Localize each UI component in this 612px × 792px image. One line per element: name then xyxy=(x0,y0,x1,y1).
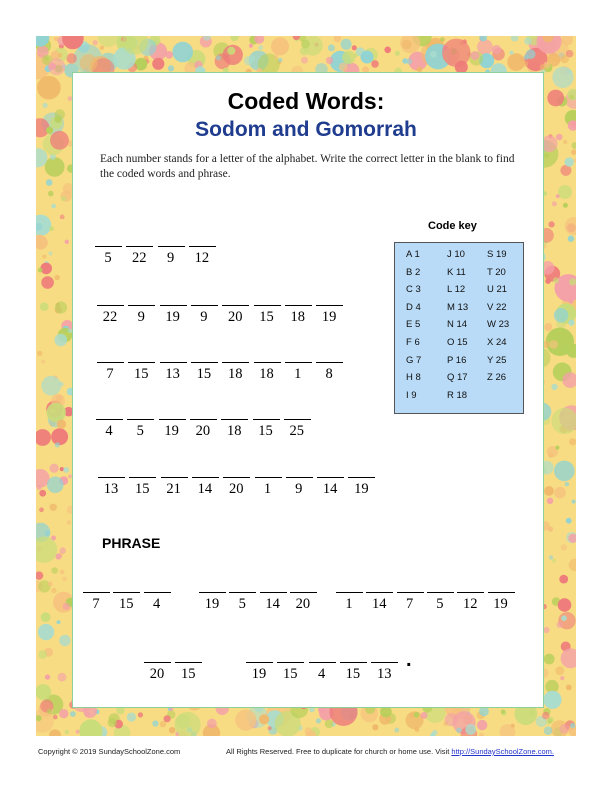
code-key-entry: Q 17 xyxy=(447,372,468,384)
code-key-entry: D 4 xyxy=(406,301,421,313)
code-number: 9 xyxy=(200,309,208,325)
code-number: 19 xyxy=(354,481,369,497)
footer-rights-text: All Rights Reserved. Free to duplicate for church or home use. Visit xyxy=(226,747,450,756)
letter-blank[interactable] xyxy=(223,477,250,478)
code-number: 13 xyxy=(165,366,180,382)
letter-blank[interactable] xyxy=(290,592,317,593)
code-number: 9 xyxy=(166,250,175,266)
phrase-label: PHRASE xyxy=(102,535,161,551)
letter-blank[interactable] xyxy=(284,419,311,420)
letter-blank[interactable] xyxy=(340,662,367,663)
code-number: 18 xyxy=(227,366,243,382)
code-key-entry: Y 25 xyxy=(487,354,507,366)
code-key-entry: W 23 xyxy=(487,319,510,331)
letter-blank[interactable] xyxy=(285,362,312,363)
code-key-entry: J 10 xyxy=(447,249,465,260)
code-number: 7 xyxy=(405,596,414,612)
letter-blank[interactable] xyxy=(309,662,336,663)
code-key-entry: G 7 xyxy=(406,354,422,366)
letter-blank[interactable] xyxy=(129,477,156,478)
letter-blank[interactable] xyxy=(161,477,188,478)
letter-blank[interactable] xyxy=(192,477,219,478)
letter-blank[interactable] xyxy=(97,362,124,363)
letter-blank[interactable] xyxy=(160,362,187,363)
letter-blank[interactable] xyxy=(254,362,281,363)
letter-blank[interactable] xyxy=(488,592,515,593)
letter-blank[interactable] xyxy=(336,592,363,593)
letter-blank[interactable] xyxy=(83,592,110,593)
code-number: 4 xyxy=(152,596,161,612)
code-number: 1 xyxy=(294,366,302,382)
code-key-entry: L 12 xyxy=(447,284,466,296)
code-number: 15 xyxy=(119,596,134,612)
letter-blank[interactable] xyxy=(95,246,122,247)
letter-blank[interactable] xyxy=(191,362,218,363)
phrase-period: . xyxy=(406,649,412,671)
code-key-box xyxy=(394,242,524,414)
code-key-entry: S 19 xyxy=(487,249,507,260)
letter-blank[interactable] xyxy=(158,246,185,247)
letter-blank[interactable] xyxy=(254,305,281,306)
letter-blank[interactable] xyxy=(397,592,424,593)
code-number: 12 xyxy=(194,250,210,266)
code-number: 13 xyxy=(376,666,392,682)
code-number: 21 xyxy=(166,481,181,497)
code-key-entry: U 21 xyxy=(487,284,508,296)
code-number: 5 xyxy=(238,596,246,612)
code-number: 19 xyxy=(493,596,508,612)
letter-blank[interactable] xyxy=(229,592,256,593)
letter-blank[interactable] xyxy=(199,592,226,593)
letter-blank[interactable] xyxy=(371,662,398,663)
code-key-entry: Z 26 xyxy=(487,372,507,384)
code-number: 22 xyxy=(102,309,118,325)
letter-blank[interactable] xyxy=(253,419,280,420)
code-number: 15 xyxy=(134,366,149,382)
code-number: 12 xyxy=(462,596,478,612)
page-title: Coded Words: xyxy=(227,88,385,114)
code-number: 9 xyxy=(295,481,303,497)
code-key-entry: K 11 xyxy=(447,266,466,278)
letter-blank[interactable] xyxy=(127,419,154,420)
letter-blank[interactable] xyxy=(457,592,484,593)
code-number: 14 xyxy=(265,596,280,612)
code-key-entry: A 1 xyxy=(406,249,420,260)
code-key-entry: T 20 xyxy=(487,266,506,278)
code-number: 1 xyxy=(345,596,353,612)
letter-blank[interactable] xyxy=(222,305,249,306)
letter-blank[interactable] xyxy=(316,305,343,306)
code-number: 22 xyxy=(132,250,147,266)
code-key-entry: P 16 xyxy=(447,354,467,366)
code-key-entry: C 3 xyxy=(406,284,421,296)
letter-blank[interactable] xyxy=(316,362,343,363)
code-number: 8 xyxy=(325,366,333,382)
letter-blank[interactable] xyxy=(260,592,287,593)
code-number: 25 xyxy=(289,423,305,439)
code-number: 20 xyxy=(227,309,243,325)
code-number: 7 xyxy=(92,596,100,612)
code-number: 14 xyxy=(197,481,213,497)
code-key-entry: O 15 xyxy=(447,337,468,348)
code-number: 19 xyxy=(164,423,179,439)
page-subtitle: Sodom and Gomorrah xyxy=(195,118,417,141)
code-number: 13 xyxy=(103,481,119,497)
code-key-entry: V 22 xyxy=(487,301,507,313)
code-number: 18 xyxy=(290,309,306,325)
code-key-entry: F 6 xyxy=(406,337,420,348)
code-number: 15 xyxy=(283,666,298,682)
letter-blank[interactable] xyxy=(175,662,202,663)
code-number: 15 xyxy=(135,481,150,497)
code-number: 19 xyxy=(204,596,220,612)
letter-blank[interactable] xyxy=(277,662,304,663)
code-key-entry: H 8 xyxy=(406,372,421,384)
code-number: 1 xyxy=(263,481,272,497)
code-number: 4 xyxy=(105,423,113,439)
letter-blank[interactable] xyxy=(190,419,217,420)
code-number: 5 xyxy=(136,423,144,439)
code-number: 9 xyxy=(137,309,145,325)
code-number: 18 xyxy=(259,366,274,382)
code-number: 20 xyxy=(228,481,244,497)
code-number: 4 xyxy=(317,666,326,682)
code-key-entry: B 2 xyxy=(406,266,421,278)
letter-blank[interactable] xyxy=(222,362,249,363)
code-number: 15 xyxy=(196,366,212,382)
code-number: 20 xyxy=(149,666,165,682)
code-key-title: Code key xyxy=(428,220,477,232)
code-number: 7 xyxy=(106,366,114,382)
code-number: 19 xyxy=(251,666,267,682)
code-number: 15 xyxy=(259,309,274,325)
code-number: 14 xyxy=(372,596,387,612)
letter-blank[interactable] xyxy=(189,246,216,247)
code-number: 15 xyxy=(345,666,361,682)
footer-link[interactable]: http://SundaySchoolZone.com. xyxy=(451,747,554,756)
code-number: 5 xyxy=(104,250,112,266)
letter-blank[interactable] xyxy=(144,592,171,593)
letter-blank[interactable] xyxy=(128,362,155,363)
letter-blank[interactable] xyxy=(286,477,313,478)
code-number: 19 xyxy=(165,309,180,325)
letter-blank[interactable] xyxy=(246,662,273,663)
letter-blank[interactable] xyxy=(113,592,140,593)
letter-blank[interactable] xyxy=(317,477,344,478)
letter-blank[interactable] xyxy=(366,592,393,593)
letter-blank[interactable] xyxy=(97,305,124,306)
footer-copyright: Copyright © 2019 SundaySchoolZone.com xyxy=(38,747,181,756)
code-key-entry: M 13 xyxy=(447,301,469,313)
letter-blank[interactable] xyxy=(221,419,248,420)
code-number: 19 xyxy=(321,309,337,325)
code-number: 5 xyxy=(436,596,444,612)
letter-blank[interactable] xyxy=(98,477,125,478)
code-number: 15 xyxy=(258,423,273,439)
letter-blank[interactable] xyxy=(128,305,155,306)
letter-blank[interactable] xyxy=(160,305,187,306)
code-key-entry: N 14 xyxy=(447,319,468,331)
code-key-entry: X 24 xyxy=(487,337,507,348)
code-number: 20 xyxy=(295,596,311,612)
code-key-entry: R 18 xyxy=(447,389,468,401)
footer-rights xyxy=(226,747,554,756)
letter-blank[interactable] xyxy=(96,419,123,420)
code-key-entry: E 5 xyxy=(406,319,421,331)
letter-blank[interactable] xyxy=(126,246,153,247)
letter-blank[interactable] xyxy=(144,662,171,663)
code-number: 15 xyxy=(181,666,196,682)
letter-blank[interactable] xyxy=(285,305,312,306)
letter-blank[interactable] xyxy=(191,305,218,306)
letter-blank[interactable] xyxy=(348,477,375,478)
code-number: 18 xyxy=(226,423,242,439)
code-number: 14 xyxy=(322,481,338,497)
letter-blank[interactable] xyxy=(255,477,282,478)
instructions: Each number stands for a letter of the alphabet. Write the correct letter in the blank to find the coded words and phrase. xyxy=(100,153,515,180)
letter-blank[interactable] xyxy=(159,419,186,420)
letter-blank[interactable] xyxy=(427,592,454,593)
code-key-entry: I 9 xyxy=(406,389,417,401)
code-number: 20 xyxy=(195,423,211,439)
